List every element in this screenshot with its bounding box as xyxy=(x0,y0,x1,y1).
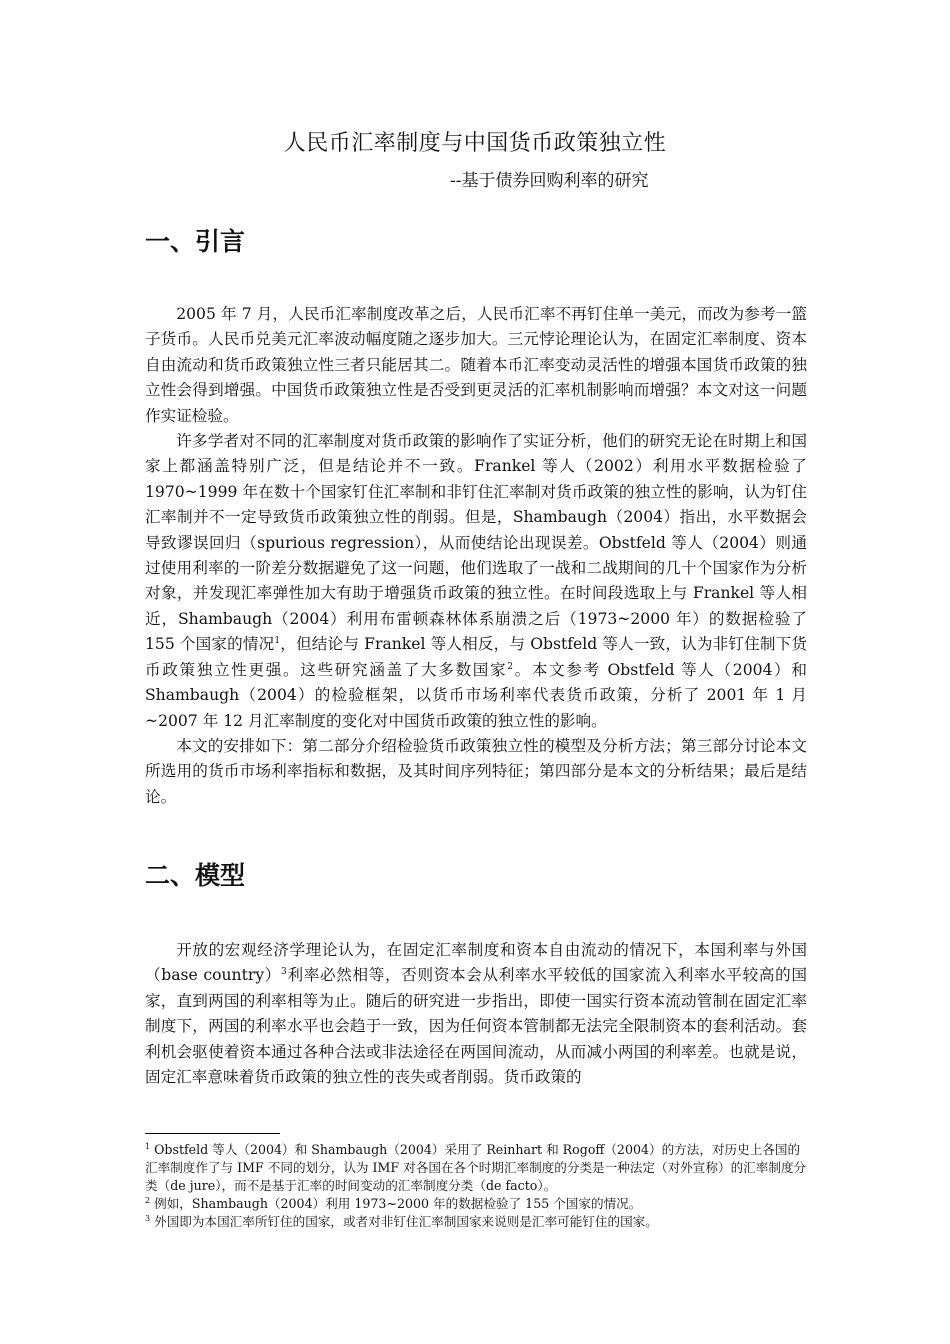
footnote-mark: 3 xyxy=(145,1213,151,1223)
paragraph-text: 开放的宏观经济学理论认为，在固定汇率制度和资本自由流动的情况下，本国利率与外国（base country） xyxy=(145,941,807,985)
footnote-text: Obstfeld 等人（2004）和 Shambaugh（2004）采用了 Reinhart 和 Rogoff（2004）的方法，对历史上各国的汇率制度作了与 IMF 不同的划分，认为 IMF 对各国在各个时期汇率制度的分类是一种法定（对外宣称）的汇率制度分类（de jure），而不是基于汇率的时间变动的汇率制度分类（de facto）。 xyxy=(145,1142,807,1193)
footnote-separator xyxy=(145,1133,280,1134)
paragraph-text: 许多学者对不同的汇率制度对货币政策的影响作了实证分析，他们的研究无论在时期上和国家上都涵盖特别广泛，但是结论并不一致。Frankel 等人（2002）利用水平数据检验了 1970~1999 年在数十个国家钉住汇率制和非钉住汇率制对货币政策的独立性的影响，认为钉住汇率制并不一定导致货币政策独立性的削弱。但是，Shambaugh（2004）指出，水平数据会导致谬误回归（spurious regression），从而使结论出现误差。Obstfeld 等人（2004）则通过使用利率的一阶差分数据避免了这一问题，他们选取了一战和二战期间的几十个国家作为分析对象，并发现汇率弹性加大有助于增强货币政策的独立性。在时间段选取上与 Frankel 等人相近，Shambaugh（2004）利用布雷顿森林体系崩溃之后（1973~2000 年）的数据检验了 155 个国家的情况 xyxy=(145,432,807,654)
paragraph xyxy=(145,938,807,1090)
footnote xyxy=(145,1141,807,1195)
footnote-ref[interactable]: 2 xyxy=(507,661,513,672)
footnote xyxy=(145,1195,807,1213)
footnotes xyxy=(145,1141,807,1231)
paragraph xyxy=(145,429,807,734)
paragraph-text: 利率必然相等，否则资本会从利率水平较低的国家流入利率水平较高的国家，直到两国的利率相等为止。随后的研究进一步指出，即使一国实行资本流动管制在固定汇率制度下，两国的利率水平也会趋于一致，因为任何资本管制都无法完全限制资本的套利活动。套利机会驱使着资本通过各种合法或非法途径在两国间流动，从而减小两国的利率差。也就是说，固定汇率意味着货币政策的独立性的丧失或者削弱。货币政策的 xyxy=(145,966,807,1087)
section-heading-model: 二、模型 xyxy=(145,861,246,890)
footnote-ref[interactable]: 3 xyxy=(281,967,287,978)
paragraph: 本文的安排如下：第二部分介绍检验货币政策独立性的模型及分析方法；第三部分讨论本文所选用的货币市场利率指标和数据，及其时间序列特征；第四部分是本文的分析结果；最后是结论。 xyxy=(145,736,807,806)
paragraph-text: ，但结论与 Frankel 等人相反，与 Obstfeld 等人一致，认为非钉住制下货币政策独立性更强。这些研究涵盖了大多数国家 xyxy=(145,635,807,679)
footnote xyxy=(145,1213,807,1231)
section-introduction-body xyxy=(145,302,807,810)
footnote-ref[interactable]: 1 xyxy=(274,636,281,647)
paper-title: 人民币汇率制度与中国货币政策独立性 xyxy=(283,131,667,156)
footnote-text: 外国即为本国汇率所钉住的国家，或者对非钉住汇率制国家来说则是汇率可能钉住的国家。 xyxy=(154,1214,658,1229)
section-model-body xyxy=(145,938,807,1090)
section-heading-introduction: 一、引言 xyxy=(145,227,246,256)
paragraph-text: 。本文参考 Obstfeld 等人（2004）和 Shambaugh（2004）的检验框架，以货币市场利率代表货币政策，分析了 2001 年 1 月~2007 年 12 月汇率制度的变化对中国货币政策的独立性的影响。 xyxy=(145,660,807,730)
paragraph: 2005 年 7 月，人民币汇率制度改革之后，人民币汇率不再钉住单一美元，而改为参考一篮子货币。人民币兑美元汇率波动幅度随之逐步加大。三元悖论理论认为，在固定汇率制度、资本自由流动和货币政策独立性三者只能居其二。随着本币汇率变动灵活性的增强本国货币政策的独立性会得到增强。中国货币政策独立性是否受到更灵活的汇率机制影响而增强？本文对这一问题作实证检验。 xyxy=(145,305,807,425)
footnote-text: 例如，Shambaugh（2004）利用 1973~2000 年的数据检验了 155 个国家的情况。 xyxy=(154,1196,642,1211)
paper-subtitle: --基于债券回购利率的研究 xyxy=(450,171,649,191)
footnote-mark: 1 xyxy=(145,1141,151,1151)
footnote-mark: 2 xyxy=(145,1195,151,1205)
